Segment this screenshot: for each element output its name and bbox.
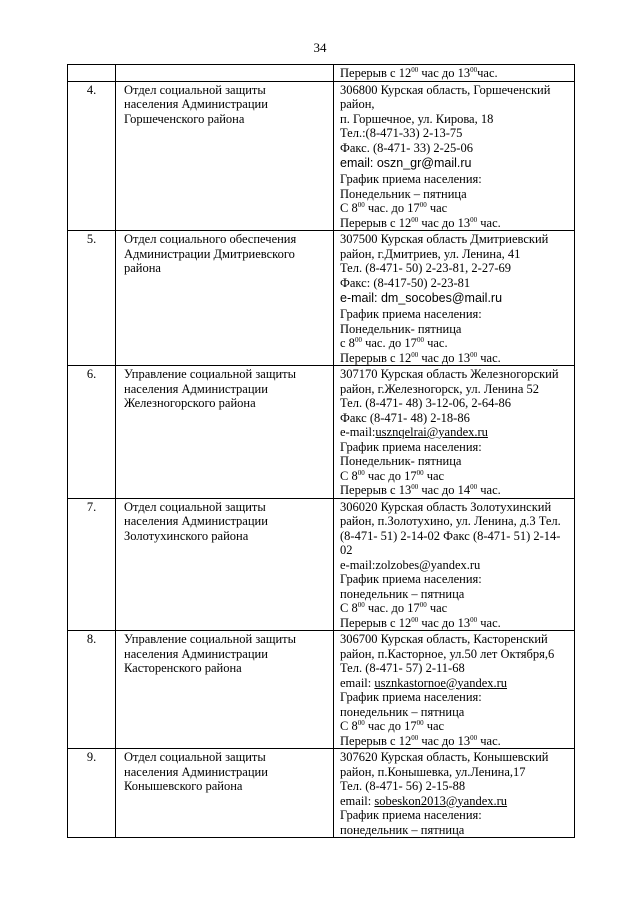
contact-info xyxy=(334,81,575,231)
table-row xyxy=(68,366,575,499)
break-hours: Перерыв с $12^{00}$ час до $13^{00}час$. xyxy=(340,66,498,80)
email: e-mail:usznqelrai@yandex.ru xyxy=(340,425,488,439)
fax: Факс. (8-471- 33) 2-25-06 xyxy=(340,140,473,155)
break-hours: Перерыв с $12^{00}$ час до $13^{00}$ час. xyxy=(340,215,501,230)
row-number: 7. xyxy=(68,498,116,631)
address-line: 306700 Курская область, Касторенский xyxy=(340,632,548,646)
row-number: 4. xyxy=(68,81,116,231)
organization-name: Управление социальной защиты населения Администрации Железногорского района xyxy=(116,366,334,499)
schedule-title: График приема населения: xyxy=(340,808,482,822)
organization-name: Отдел социальной защиты населения Администрации Золотухинского района xyxy=(116,498,334,631)
break-hours: Перерыв с $12^{00}$ час до $13^{00}$ час. xyxy=(340,733,501,748)
contact-info xyxy=(334,366,575,499)
address-line: 307620 Курская область, Конышевский xyxy=(340,750,549,764)
address-line: район, п.Касторное, ул.50 лет Октября,6 xyxy=(340,646,555,661)
email: email: oszn_gr@mail.ru xyxy=(340,156,472,170)
address-line: 306800 Курская область, Горшеченский xyxy=(340,82,551,97)
working-days: понедельник – пятница xyxy=(340,822,465,837)
table-row xyxy=(68,231,575,366)
break-hours: Перерыв с $12^{00}$ час до $13^{00}$ час. xyxy=(340,350,501,365)
organization-name: Отдел социальной защиты населения Администрации Горшеченского района xyxy=(116,81,334,231)
address-line: район, xyxy=(340,97,375,111)
break-hours: Перерыв с $13^{00}$ час до $14^{00}$ час. xyxy=(340,483,501,497)
working-hours: С $8^{00}$ час. до $17^{00}$ час xyxy=(340,601,448,615)
email: e-mail: dm_socobes@mail.ru xyxy=(340,291,503,305)
break-hours: Перерыв с $12^{00}$ час до $13^{00}$ час. xyxy=(340,615,501,630)
schedule-title: График приема населения: xyxy=(340,690,482,704)
phone: Тел. (8-471- 50) 2-23-81, 2-27-69 xyxy=(340,261,511,275)
address-block: 306020 Курская область Золотухинский район, п.Золотухино, ул. Ленина, д.3 Тел. (8-471- 51) 2-14-02 Факс (8-471- 51) 2-14-02 xyxy=(340,499,561,557)
row-number: 9. xyxy=(68,749,116,838)
table-row xyxy=(68,81,575,231)
fax: Факс: (8-417-50) 2-23-81 xyxy=(340,275,471,290)
table-row xyxy=(68,498,575,631)
contact-info xyxy=(334,631,575,749)
working-hours: С $8^{00}$ час до $17^{00}$ час xyxy=(340,468,445,483)
fax: Факс (8-471- 48) 2-18-86 xyxy=(340,410,470,425)
working-days: Понедельник- пятница xyxy=(340,454,462,468)
working-days: Понедельник – пятница xyxy=(340,186,467,201)
schedule-title: График приема населения: xyxy=(340,307,482,321)
phone: Тел.:(8-471-33) 2-13-75 xyxy=(340,126,463,140)
table-row-continuation xyxy=(68,65,575,82)
working-days: понедельник – пятница xyxy=(340,704,465,719)
email: email: sobeskon2013@yandex.ru xyxy=(340,793,508,808)
email: e-mail:zolzobes@yandex.ru xyxy=(340,557,481,572)
page-number: 34 xyxy=(313,40,327,55)
email-link[interactable]: usznkastornoe@yandex.ru xyxy=(374,675,508,690)
address-line: район, г.Железногорск, ул. Ленина 52 xyxy=(340,381,540,396)
social-protection-offices-table xyxy=(67,64,575,838)
email-link[interactable]: sobeskon2013@yandex.ru xyxy=(374,793,508,808)
phone: Тел. (8-471- 57) 2-11-68 xyxy=(340,661,465,675)
table-row xyxy=(68,631,575,749)
working-hours: с $8^{00}$ час. до $17^{00}$ час. xyxy=(340,336,448,350)
address-line: район, г.Дмитриев, ул. Ленина, 41 xyxy=(340,246,521,261)
address-line: п. Горшечное, ул. Кирова, 18 xyxy=(340,111,494,126)
email-link[interactable]: usznqelrai@yandex.ru xyxy=(375,425,488,439)
row-number: 5. xyxy=(68,231,116,366)
table-row xyxy=(68,749,575,838)
working-days: понедельник – пятница xyxy=(340,586,465,601)
schedule-title: График приема населения: xyxy=(340,572,482,586)
contact-info xyxy=(334,749,575,838)
row-number: 8. xyxy=(68,631,116,749)
schedule-title: График приема населения: xyxy=(340,439,482,454)
phone: Тел. (8-471- 56) 2-15-88 xyxy=(340,779,466,793)
working-hours: С $8^{00}$ час до $17^{00}$ час xyxy=(340,719,445,733)
address-line: район, п.Конышевка, ул.Ленина,17 xyxy=(340,764,526,779)
contact-info xyxy=(334,231,575,366)
email: email: usznkastornoe@yandex.ru xyxy=(340,675,508,690)
contact-info xyxy=(334,498,575,631)
working-hours: С $8^{00}$ час. до $17^{00}$ час xyxy=(340,201,448,215)
organization-name: Отдел социального обеспечения Администрации Дмитриевского района xyxy=(116,231,334,366)
address-line: 307500 Курская область Дмитриевский xyxy=(340,232,549,246)
working-days: Понедельник- пятница xyxy=(340,321,462,336)
phone: Тел. (8-471- 48) 3-12-06, 2-64-86 xyxy=(340,396,511,410)
organization-name: Управление социальной защиты населения Администрации Касторенского района xyxy=(116,631,334,749)
schedule-title: График приема населения: xyxy=(340,172,482,186)
organization-name: Отдел социальной защиты населения Администрации Конышевского района xyxy=(116,749,334,838)
row-number: 6. xyxy=(68,366,116,499)
address-line: 307170 Курская область Железногорский xyxy=(340,367,559,381)
